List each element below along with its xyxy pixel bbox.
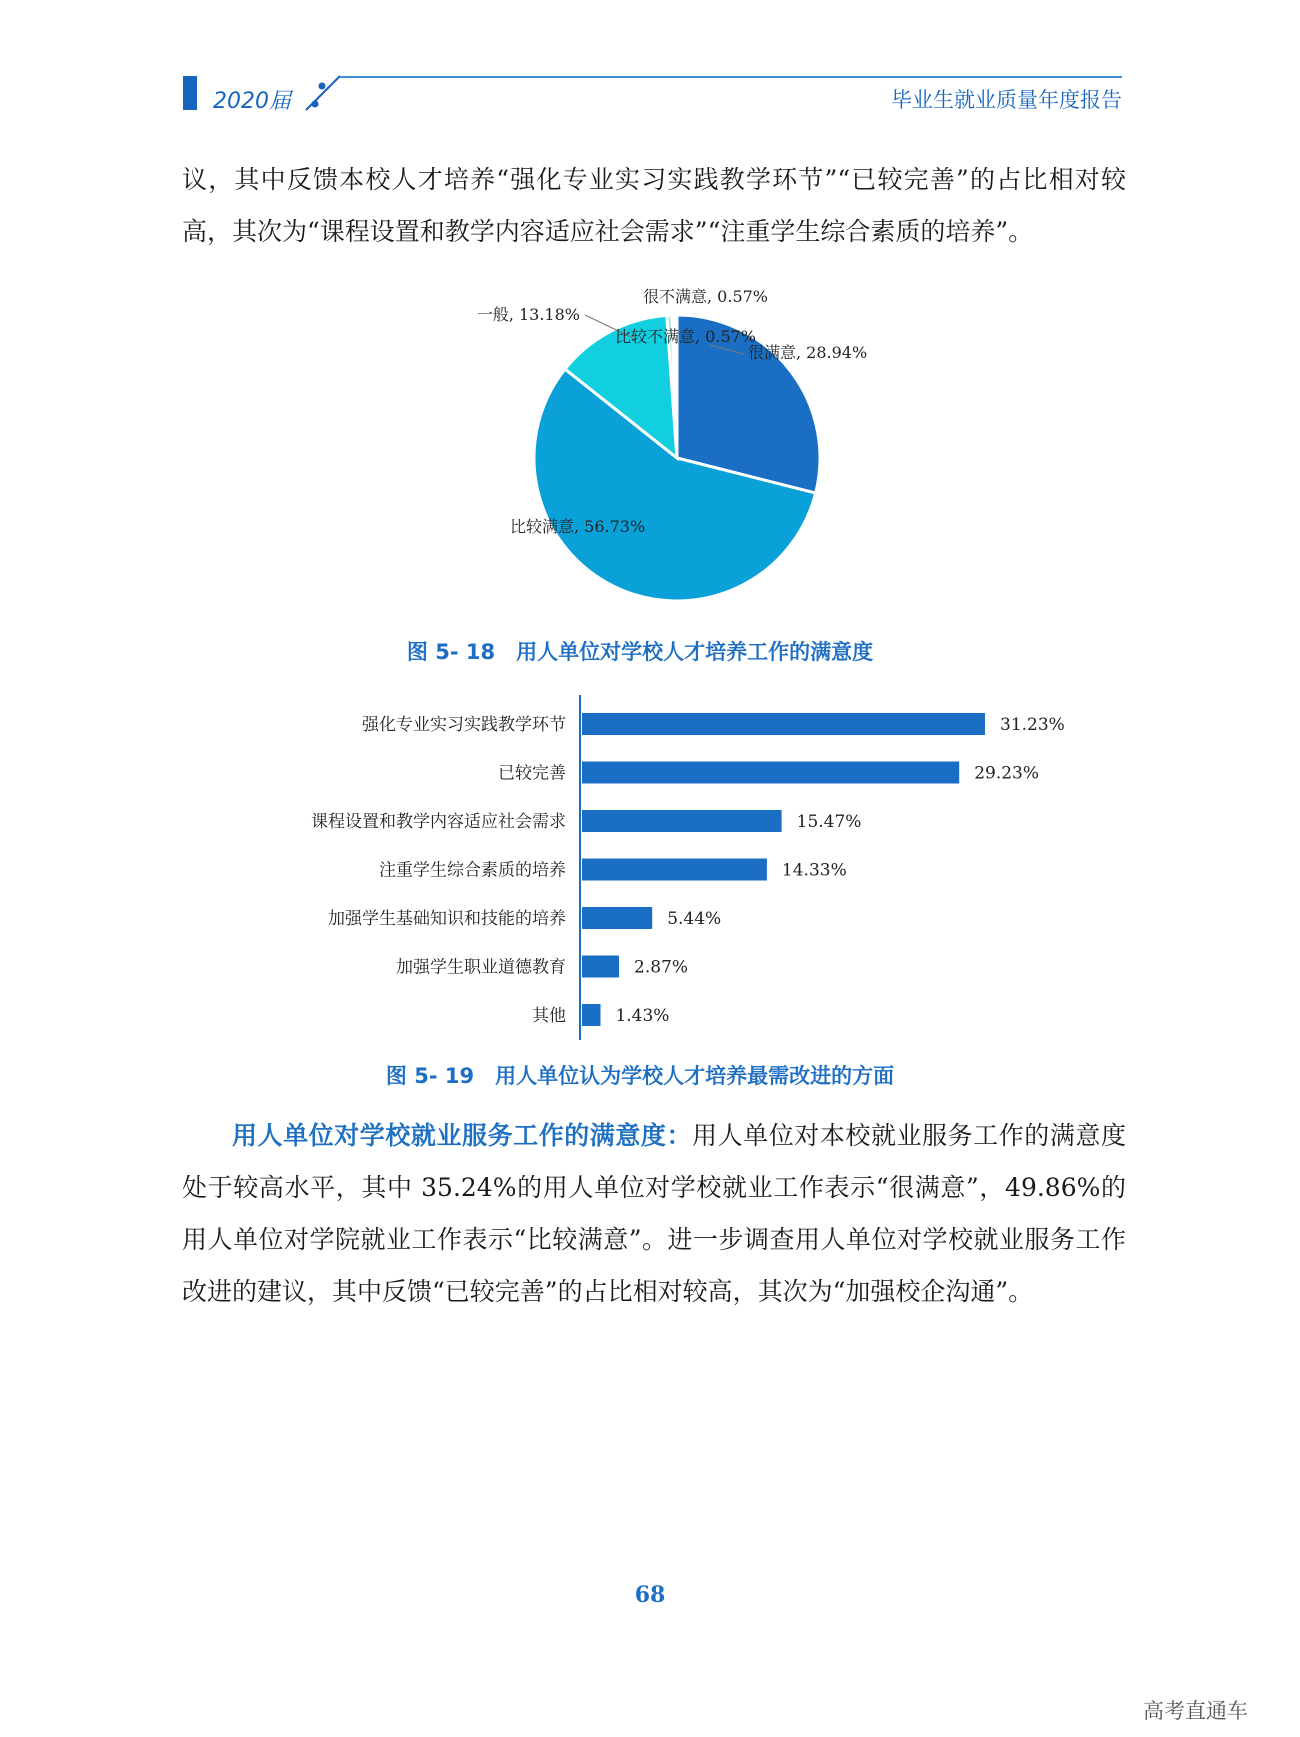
bar-category-label: 注重学生综合素质的培养 [379, 860, 566, 881]
bar [582, 713, 985, 735]
bar-value-label: 14.33% [781, 860, 847, 881]
pie-slice-label: 很满意, 28.94% [748, 343, 868, 362]
bar-category-label: 加强学生基础知识和技能的培养 [328, 909, 566, 929]
watermark: 高考直通车 [1143, 1699, 1248, 1723]
pie-slice-label: 比较不满意, 0.57% [615, 327, 757, 346]
bar-value-label: 29.23% [974, 763, 1040, 784]
bar-value-label: 15.47% [796, 812, 862, 832]
header-rule [340, 76, 1122, 78]
page-number: 68 [634, 1582, 666, 1608]
figure-18-caption: 图 5- 18 用人单位对学校人才培养工作的满意度 [406, 640, 874, 664]
bar [582, 762, 959, 784]
bar [582, 810, 782, 832]
bar-category-label: 已较完善 [498, 763, 566, 784]
pie-slice-label: 比较满意, 56.73% [510, 517, 646, 536]
header-year-label: 2020届 [213, 89, 291, 114]
bar-value-label: 31.23% [1000, 715, 1065, 735]
header-report-title: 毕业生就业质量年度报告 [891, 88, 1122, 112]
body-paragraph-2 [182, 1110, 1126, 1318]
pie-slice-label: 很不满意, 0.57% [643, 287, 769, 306]
bar [582, 859, 767, 881]
bar-category-label: 其他 [532, 1006, 566, 1026]
improvement-bar-chart [240, 695, 1080, 1045]
body-paragraph-1: 议，其中反馈本校人才培养“强化专业实习实践教学环节”“已较完善”的占比相对较高，其次为“课程设置和教学内容适应社会需求”“注重学生综合素质的培养”。 [182, 165, 1126, 246]
bar-value-label: 5.44% [667, 909, 722, 929]
paragraph-body: 用人单位对本校就业服务工作的满意度处于较高水平，其中 35.24%的用人单位对学校就业工作表示“很满意”，49.86%的用人单位对学院就业工作表示“比较满意”。进一步调查用人单位对学校就业服务工作改进的建议，其中反馈“已较完善”的占比相对较高，其次为“加强校企沟通”。 [182, 1121, 1126, 1306]
bar-category-label: 强化专业实习实践教学环节 [362, 715, 566, 735]
bar [582, 1004, 601, 1026]
bar-category-label: 课程设置和教学内容适应社会需求 [311, 812, 566, 832]
satisfaction-pie-chart [440, 280, 868, 620]
pie-slice-label: 一般, 13.18% [476, 305, 580, 324]
bar [582, 956, 619, 978]
paragraph-lead: 用人单位对学校就业服务工作的满意度： [232, 1121, 693, 1150]
bar [582, 907, 652, 929]
figure-19-caption: 图 5- 19 用人单位认为学校人才培养最需改进的方面 [385, 1064, 895, 1088]
bar-value-label: 1.43% [615, 1006, 670, 1026]
bar-value-label: 2.87% [634, 957, 689, 978]
header-accent-bar [183, 76, 197, 110]
bar-category-label: 加强学生职业道德教育 [396, 957, 566, 978]
